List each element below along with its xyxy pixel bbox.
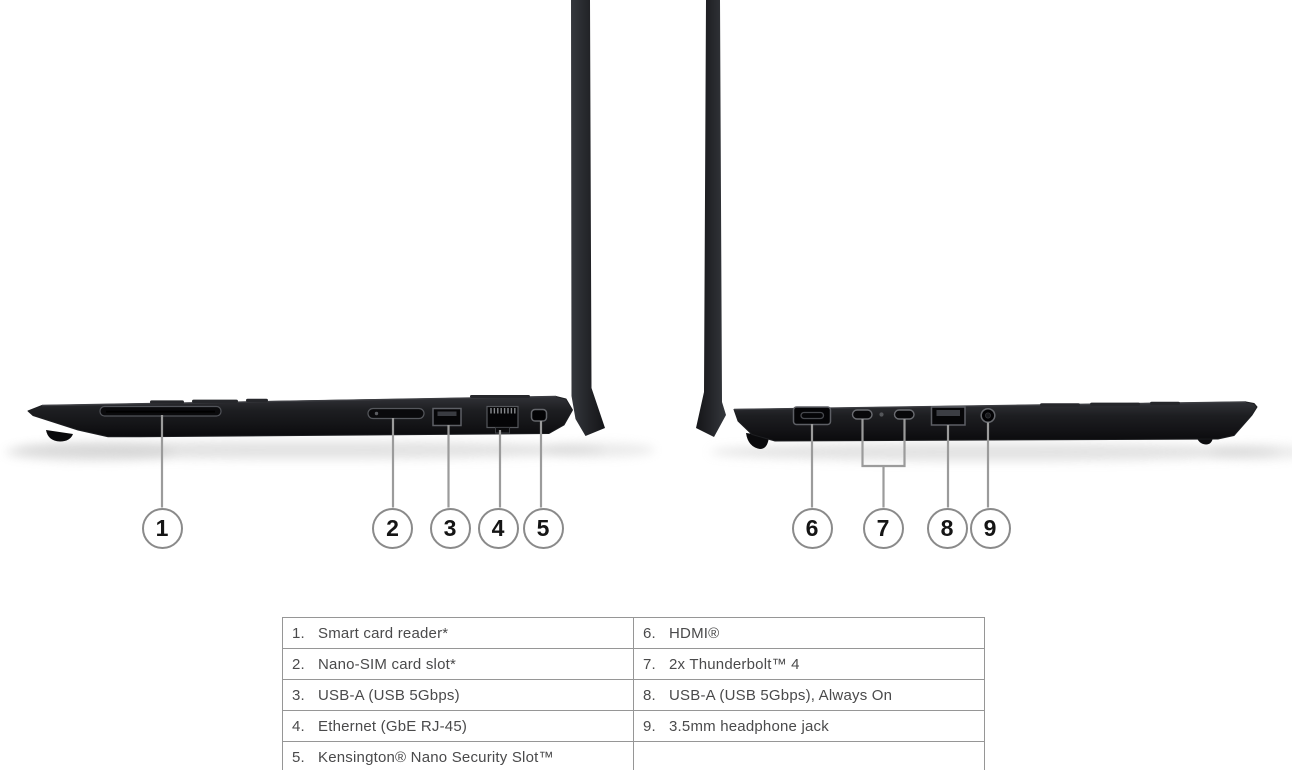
table-cell-item-4 — [283, 711, 634, 742]
table-cell-item-1 — [283, 618, 634, 649]
table-cell-empty — [634, 742, 985, 770]
nano-sim-card-slot — [368, 409, 424, 419]
usb-a-tongue — [438, 412, 457, 417]
usb-a-port-left — [433, 409, 461, 426]
shadow-right-laptop — [710, 443, 1280, 461]
sim-eject-pinhole — [375, 412, 378, 415]
right-laptop-screen — [696, 0, 726, 437]
callout-5: 5 — [523, 508, 564, 549]
item-number: 9. — [643, 717, 656, 735]
left-laptop — [28, 0, 605, 442]
item-number: 8. — [643, 686, 656, 704]
callout-7: 7 — [863, 508, 904, 549]
item-label: Ethernet (GbE RJ-45) — [318, 717, 468, 735]
table-cell-item-2 — [283, 649, 634, 680]
item-number: 6. — [643, 624, 656, 642]
headphone-jack-hole — [985, 413, 990, 418]
headphone-jack — [981, 409, 995, 423]
thunderbolt-4-port-1 — [853, 410, 873, 419]
right-laptop — [696, 0, 1257, 449]
kensington-nano-security-slot — [532, 410, 547, 422]
table-cell-item-9 — [634, 711, 985, 742]
table-cell-item-8 — [634, 680, 985, 711]
callout-2: 2 — [372, 508, 413, 549]
left-laptop-foot — [46, 430, 73, 442]
callout-1: 1 — [142, 508, 183, 549]
shadow-left-front — [5, 443, 175, 461]
callout-4: 4 — [478, 508, 519, 549]
item-number: 4. — [292, 717, 305, 735]
item-number: 1. — [292, 624, 305, 642]
usb-a-tongue — [937, 410, 961, 416]
left-laptop-screen — [571, 0, 605, 436]
item-number: 3. — [292, 686, 305, 704]
usb-a-always-on-port — [932, 407, 966, 425]
shadow-left-hinge — [545, 443, 655, 457]
item-label: Kensington® Nano Security Slot™ — [318, 748, 554, 766]
item-label: Nano-SIM card slot* — [318, 655, 457, 673]
item-label: 3.5mm headphone jack — [669, 717, 829, 735]
rj45-lower-tab — [496, 428, 510, 434]
table-cell-item-6 — [634, 618, 985, 649]
callout-3: 3 — [430, 508, 471, 549]
callout-8: 8 — [927, 508, 968, 549]
table-cell-item-5 — [283, 742, 634, 770]
item-number: 2. — [292, 655, 305, 673]
floor-shadows — [5, 441, 1292, 461]
item-label: Smart card reader* — [318, 624, 449, 642]
thunderbolt-4-port-2 — [895, 410, 915, 419]
indicator-dot — [879, 412, 883, 416]
ports-legend-table — [282, 617, 985, 770]
item-number: 5. — [292, 748, 305, 766]
item-label: USB-A (USB 5Gbps), Always On — [669, 686, 893, 704]
callout-9: 9 — [970, 508, 1011, 549]
item-label: HDMI® — [669, 624, 720, 642]
callout-6: 6 — [792, 508, 833, 549]
item-label: USB-A (USB 5Gbps) — [318, 686, 460, 704]
item-number: 7. — [643, 655, 656, 673]
item-label: 2x Thunderbolt™ 4 — [669, 655, 800, 673]
table-cell-item-3 — [283, 680, 634, 711]
table-cell-item-7 — [634, 649, 985, 680]
hdmi-port — [794, 407, 831, 425]
